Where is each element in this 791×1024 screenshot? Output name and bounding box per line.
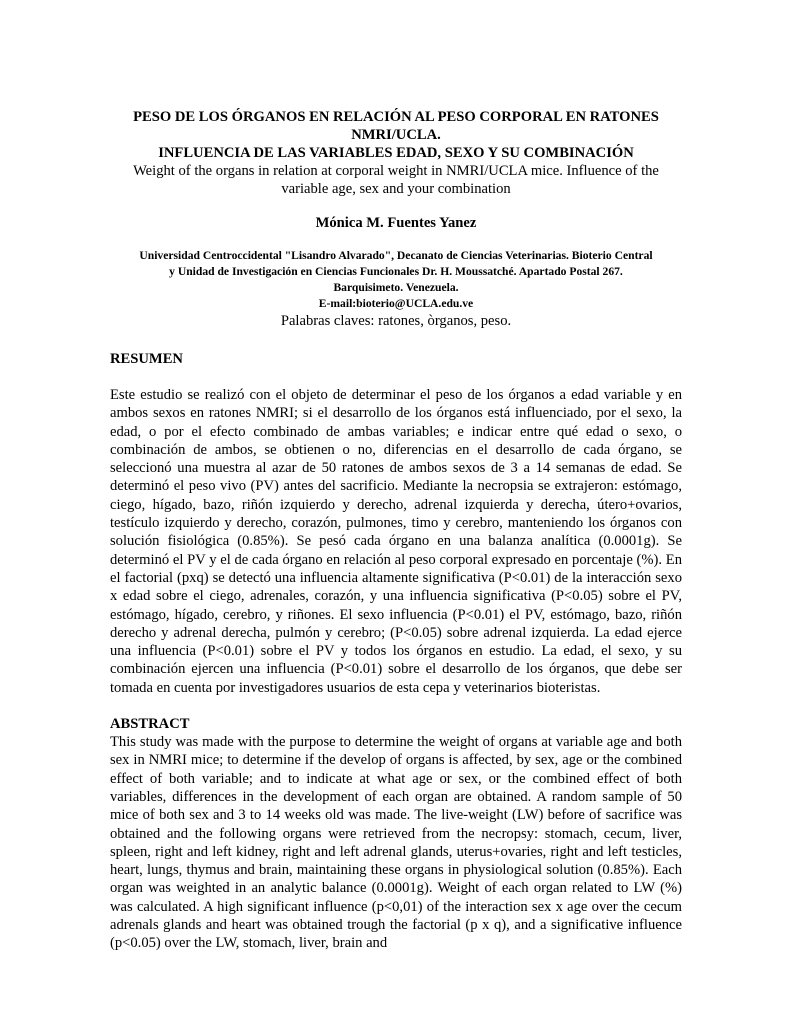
abstract-heading: ABSTRACT <box>110 716 190 733</box>
document-page <box>110 108 682 953</box>
affiliation-email: E-mail:bioterio@UCLA.edu.ve <box>318 297 474 310</box>
title-line-2: NMRI/UCLA. <box>351 127 441 143</box>
abstract-text: This study was made with the purpose to determine the weight of organs at variable age and both sex in NMRI mice; to determine if the develop of organs is affected, by sex, age or the combined effect of both variable; and to indicate at what age or sex, or the combined effect of both variables, differences in the development of each organ are obtained. A random sample of 50 mice of both sex and 3 to 14 weeks old was made. The live-weight (LW) before of sacrifice was obtained and the following organs were retrieved from the necropsy: stomach, cecum, liver, spleen, right and left kidney, right and left adrenal glands, uterus+ovaries, right and left testicles, heart, lungs, thymus and brain, maintaining these organs in physiological solution (0.85%). Each organ was weighted in an analytic balance (0.0001g). Weight of each organ related to LW (%) was calculated. A high significant influence (p<0,01) of the interaction sex x age over the cecum adrenals glands and heart was obtained trough the factorial (p x q), and a significative influence (p<0.05) over the LW, stomach, liver, brain and <box>110 734 682 952</box>
affiliation <box>110 248 682 312</box>
keywords: Palabras claves: ratones, òrganos, peso. <box>280 313 512 329</box>
title-line-1: PESO DE LOS ÓRGANOS EN RELACIÓN AL PESO CORPORAL EN RATONES <box>133 109 659 125</box>
affiliation-line-3: Barquisimeto. Venezuela. <box>333 281 459 294</box>
english-title-line-1: Weight of the organs in relation at corporal weight in NMRI/UCLA mice. Influence of the <box>133 163 659 179</box>
english-title <box>110 162 682 198</box>
spanish-title <box>110 108 682 162</box>
affiliation-line-2: y Unidad de Investigación en Ciencias Funcionales Dr. H. Moussatché. Apartado Postal 267. <box>169 265 623 278</box>
affiliation-line-1: Universidad Centroccidental "Lisandro Alvarado", Decanato de Ciencias Veterinarias. Bioterio Central <box>139 249 653 262</box>
author-name: Mónica M. Fuentes Yanez <box>315 215 477 231</box>
title-line-3: INFLUENCIA DE LAS VARIABLES EDAD, SEXO Y SU COMBINACIÓN <box>158 145 634 161</box>
resumen-heading: RESUMEN <box>110 351 183 367</box>
english-title-line-2: variable age, sex and your combination <box>281 181 511 197</box>
resumen-text: Este estudio se realizó con el objeto de determinar el peso de los órganos a edad variable y en ambos sexos en ratones NMRI; si el desarrollo de los órganos está influenciado, por el sexo, la edad, o por el efecto combinado de ambas variables; e indicar entre qué edad o sexo, o combinación de ambos, se obtienen o no, diferencias en el desarrollo de cada órgano, se seleccionó una muestra al azar de 50 ratones de ambos sexos de 3 a 14 semanas de edad. Se determinó el peso vivo (PV) antes del sacrificio. Mediante la necropsia se extrajeron: estómago, ciego, hígado, bazo, riñón izquierdo y derecho, adrenal izquierda y derecha, útero+ovarios, testículo izquierdo y derecho, corazón, pulmones, timo y cerebro, manteniendo los órganos con solución fisiológica (0.85%). Se pesó cada órgano en una balanza analítica (0.0001g). Se determinó el PV y el de cada órgano en relación al peso corporal expresado en porcentaje (%). En el factorial (pxq) se detectó una influencia altamente significativa (P<0.01) de la interacción sexo x edad sobre el ciego, adrenales, corazón, y una influencia significativa (P<0.05) sobre el PV, estómago, hígado, cerebro, y riñones. El sexo influencia (P<0.01) el PV, estómago, bazo, riñón derecho y adrenal derecha, pulmón y cerebro; (P<0.05) sobre adrenal izquierda. La edad ejerce una influencia (P<0.01) sobre el PV y todos los órganos en estudio. La edad, el sexo, y su combinación ejercen una influencia (P<0.01) sobre el desarrollo de los órganos, que debe ser tomada en cuenta por investigadores usuarios de esta cepa y veterinarios bioteristas. <box>110 387 682 696</box>
